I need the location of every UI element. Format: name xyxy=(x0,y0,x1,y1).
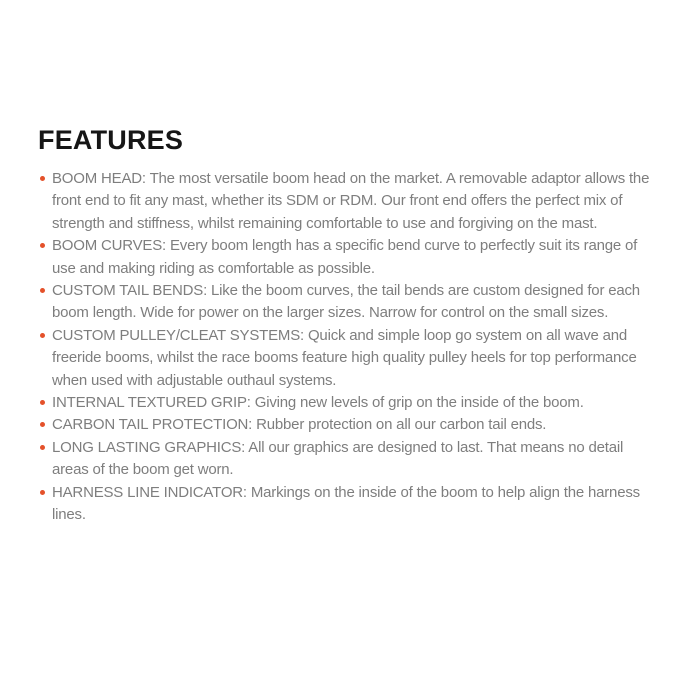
page-title: FEATURES xyxy=(38,125,184,155)
bullet-dot-icon xyxy=(40,445,45,450)
feature-label: HARNESS LINE INDICATOR: xyxy=(52,483,247,501)
bullet-dot-icon xyxy=(40,176,45,181)
feature-label: CUSTOM PULLEY/CLEAT SYSTEMS: xyxy=(52,326,304,344)
feature-text: Quick and simple loop go system on all wave and freeride booms, whilst the race booms feature high quality pulley heels for top performance when used with adjustable outhaul systems. xyxy=(52,326,637,389)
feature-text: Rubber protection on all our carbon tail ends. xyxy=(256,416,547,434)
feature-label: INTERNAL TEXTURED GRIP: xyxy=(52,394,251,412)
feature-text: Markings on the inside of the boom to help align the harness lines. xyxy=(52,483,640,524)
feature-item-harness-line-indicator xyxy=(38,482,654,527)
feature-item-internal-textured-grip xyxy=(38,392,654,414)
bullet-dot-icon xyxy=(40,422,45,427)
feature-item-long-lasting-graphics xyxy=(38,437,654,482)
feature-text: Like the boom curves, the tail bends are custom designed for each boom length. Wide for power on the larger sizes. Narrow for control on the small sizes. xyxy=(52,282,640,322)
feature-label: BOOM HEAD: xyxy=(52,170,146,187)
feature-label: CUSTOM TAIL BENDS: xyxy=(52,282,208,300)
feature-text: The most versatile boom head on the market. A removable adaptor allows the front end to fit any mast, whether its SDM or RDM. Our front end offers the perfect mix of strength and stiffness, whilst remaining comfortable to use and forgiving on the mast. xyxy=(52,170,650,232)
feature-item-custom-tail-bends xyxy=(38,280,654,325)
feature-label: BOOM CURVES: xyxy=(52,237,167,255)
feature-item-boom-head xyxy=(38,168,654,235)
feature-text: Giving new levels of grip on the inside of the boom. xyxy=(254,394,584,412)
bullet-dot-icon xyxy=(40,288,45,293)
feature-label: LONG LASTING GRAPHICS: xyxy=(52,438,246,456)
bullet-dot-icon xyxy=(40,333,45,338)
bullet-dot-icon xyxy=(40,490,45,495)
bullet-dot-icon xyxy=(40,400,45,405)
feature-label: CARBON TAIL PROTECTION: xyxy=(52,416,253,434)
features-list xyxy=(38,168,654,527)
bullet-dot-icon xyxy=(40,243,45,248)
feature-item-carbon-tail-protection xyxy=(38,414,654,436)
feature-item-custom-pulley-cleat-systems xyxy=(38,325,654,392)
feature-text: Every boom length has a specific bend curve to perfectly suit its range of use and making riding as comfortable as possible. xyxy=(52,237,638,277)
feature-text: All our graphics are designed to last. That means no detail areas of the boom get worn. xyxy=(52,438,624,479)
feature-item-boom-curves xyxy=(38,235,654,280)
